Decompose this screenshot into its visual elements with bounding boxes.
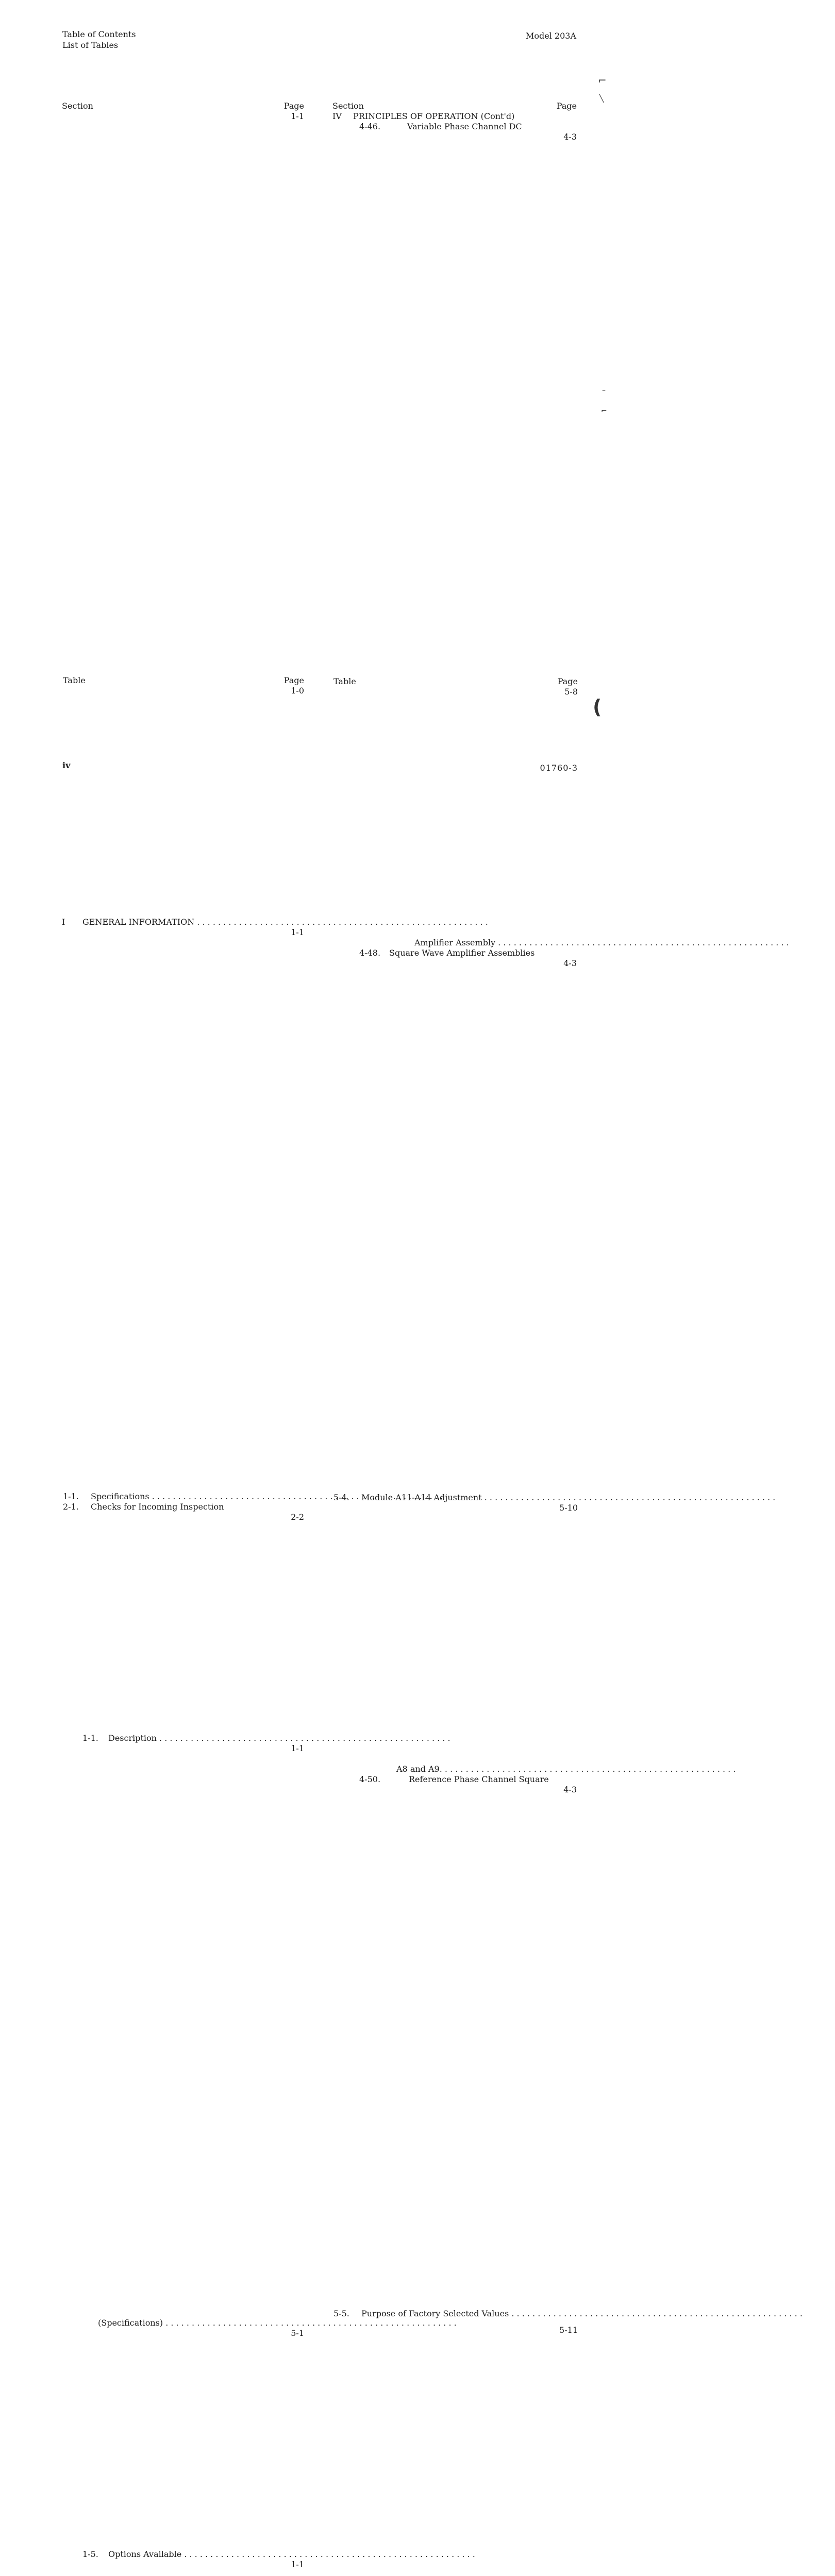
table-title: Module A11-A14 Adjustment . . . xyxy=(361,1493,558,1503)
table-label: Table xyxy=(63,675,86,685)
entry-page: 1-1 xyxy=(291,2560,304,2569)
entry-page: 1-1 xyxy=(291,1743,304,1753)
page-number: iv xyxy=(62,760,71,770)
entry-page: 4-3 xyxy=(563,1785,577,1794)
section-label: Section xyxy=(62,101,93,111)
table-entry-row xyxy=(63,686,304,1502)
entry-title: Amplifier Assembly . . . xyxy=(414,938,557,948)
entry-title: Reference Phase Channel Square xyxy=(409,1774,549,1784)
model-number: Model 203A xyxy=(525,31,576,41)
table-page: 5-8 xyxy=(564,687,578,697)
header-line-toc: Table of Contents xyxy=(62,29,136,39)
page-label: Page xyxy=(283,101,304,111)
table-title: (Specifications) . . . xyxy=(98,2318,285,2328)
section-page: 1-1 xyxy=(291,111,304,121)
section-roman: I xyxy=(62,917,65,927)
document-code: 01760-3 xyxy=(540,763,578,773)
section-label: Section xyxy=(332,101,364,111)
section-header xyxy=(62,101,304,111)
table-number: 5-5. xyxy=(333,2309,349,2318)
entry-number: 1-5. xyxy=(82,2549,98,2559)
table-page: 1-0 xyxy=(291,686,304,696)
entry-title: Variable Phase Channel DC xyxy=(407,122,522,131)
table-entry-row xyxy=(333,1503,578,2319)
entry-number: 1-1. xyxy=(82,1733,98,1743)
table-number: 1-1. xyxy=(63,1492,79,1501)
section-header xyxy=(332,101,577,111)
binding-mark-icon: ( xyxy=(593,696,602,718)
page-label: Page xyxy=(556,101,577,111)
tables-left-column xyxy=(63,675,304,2576)
entry-number: 4-50. xyxy=(359,1774,381,1784)
page-label: Page xyxy=(557,676,578,686)
page-header xyxy=(62,29,136,51)
table-gap xyxy=(333,2319,578,2325)
section-title: GENERAL INFORMATION . . . xyxy=(82,917,285,927)
entry-number: 4-48. xyxy=(359,948,381,958)
table-page: 5-1 xyxy=(291,2328,304,2338)
table-title: Specifications . . . xyxy=(91,1492,285,1502)
table-page: 5-10 xyxy=(559,1503,578,1513)
entry-page: 4-3 xyxy=(563,958,577,968)
tables-header xyxy=(333,676,578,687)
table-title: Purpose of Factory Selected Values . . . xyxy=(361,2309,558,2319)
toc-entry-row xyxy=(332,122,577,132)
table-page: 5-11 xyxy=(559,2325,578,2335)
entry-page: 1-1 xyxy=(291,927,304,937)
table-number: 2-1. xyxy=(63,1502,79,1512)
entry-title: Description . . . xyxy=(108,1733,285,1743)
table-entry-row xyxy=(333,2325,578,2576)
entry-title: A8 and A9. . . . xyxy=(396,1764,557,1774)
table-entry-row xyxy=(333,687,578,1503)
table-title: Checks for Incoming Inspection xyxy=(91,1502,224,1512)
table-label: Table xyxy=(333,676,356,686)
section-roman: IV xyxy=(332,111,342,121)
page-label: Page xyxy=(283,675,304,685)
tables-right-column xyxy=(333,676,578,2576)
entry-number: 4-46. xyxy=(359,122,381,131)
binding-mark-icon: ╲ xyxy=(599,95,604,103)
table-entry-row xyxy=(63,1512,304,2328)
binding-mark-icon: ⌐ xyxy=(601,407,607,415)
section-title-row xyxy=(332,111,577,122)
header-line-tables: List of Tables xyxy=(62,40,119,50)
table-entry-row xyxy=(63,2328,304,2576)
tables-header xyxy=(63,675,304,686)
section-title: PRINCIPLES OF OPERATION (Cont'd) xyxy=(353,111,515,121)
table-number: 5-4. xyxy=(333,1493,349,1502)
binding-mark-icon: – xyxy=(602,386,606,395)
entry-title: Options Available . . . xyxy=(108,2549,285,2560)
table-entry-row xyxy=(63,1502,304,1512)
table-page: 2-2 xyxy=(291,1512,304,1522)
entry-page: 4-3 xyxy=(563,132,577,142)
entry-title: Square Wave Amplifier Assemblies xyxy=(389,948,535,958)
binding-mark-icon: ⌐ xyxy=(598,74,607,87)
